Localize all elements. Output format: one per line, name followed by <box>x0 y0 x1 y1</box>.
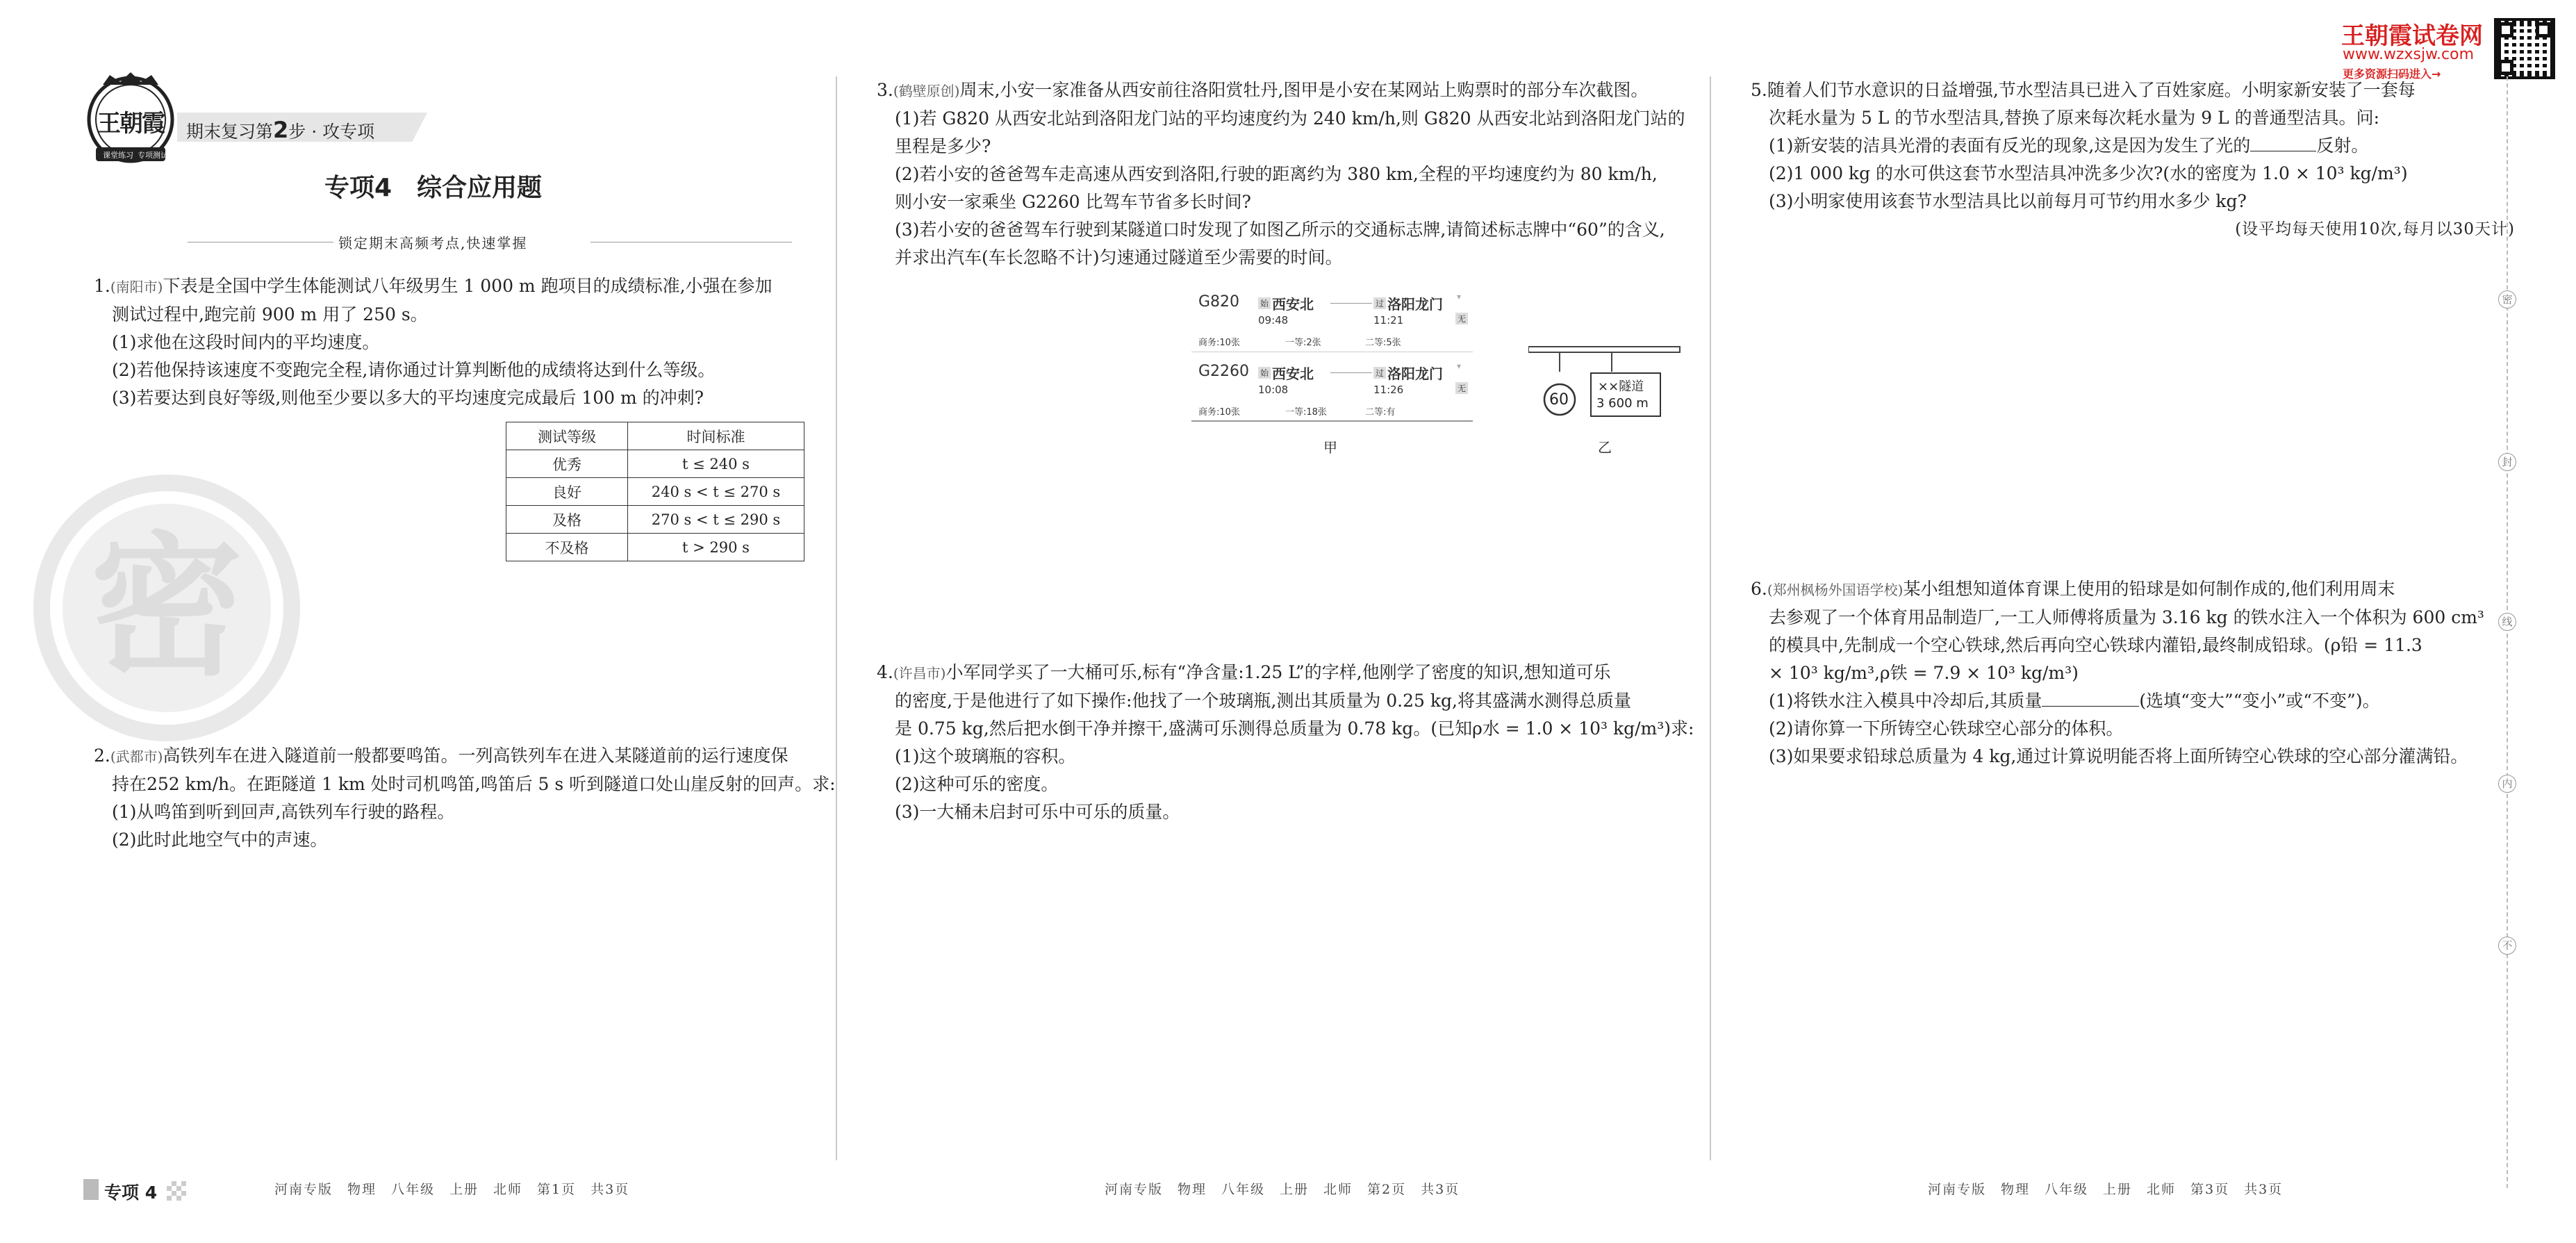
question-4-sub-3: (3)一大桶未启封可乐中可乐的质量。 <box>895 802 1180 822</box>
question-3-sub-1b: 里程是多少? <box>895 136 991 156</box>
from-station: 西安北 <box>1272 296 1314 313</box>
from-station: 西安北 <box>1272 365 1314 382</box>
no-seat-tag: 无 <box>1455 382 1468 394</box>
question-6-line-1: 6.(郑州枫杨外国语学校)某小组想知道体育课上使用的铅球是如何制作成的,他们利用周末 <box>1751 579 2395 599</box>
question-6-sub-1: (1)将铁水注入模具中冷却后,其质量 (选填“变大”“变小”或“不变”)。 <box>1751 687 2515 715</box>
table-cell: 不及格 <box>506 534 628 561</box>
page-2 <box>834 0 1702 1243</box>
footer-page-1: 河南专版 物理 八年级 上册 北师 第1页 共3页 <box>274 1182 630 1197</box>
qr-code-icon <box>2494 18 2555 79</box>
route-line <box>1330 372 1372 373</box>
table-row <box>506 450 804 478</box>
site-name: 王朝霞试卷网 <box>2341 22 2483 50</box>
chevron-down-icon: ▾ <box>1457 361 1462 371</box>
table-header-cell: 测试等级 <box>506 422 628 450</box>
question-5-sub-1: (1)新安装的洁具光滑的表面有反光的现象,这是因为发生了光的 反射。 <box>1751 132 2515 160</box>
footer-page-2: 河南专版 物理 八年级 上册 北师 第2页 共3页 <box>1105 1182 1460 1197</box>
question-2-sub-2: (2)此时此地空气中的声速。 <box>112 830 328 850</box>
arr-time: 11:21 <box>1373 314 1404 327</box>
logo-tag-2: 专项测试 <box>138 151 168 160</box>
to-station: 洛阳龙门 <box>1387 365 1443 382</box>
brand-logo-text: 王朝霞 <box>97 110 164 138</box>
question-2-line-2: 持在252 km/h。在距隧道 1 km 处时司机鸣笛,鸣笛后 5 s 听到隧道口处山崖反射的回声。求: <box>112 774 836 794</box>
footer-page-3: 河南专版 物理 八年级 上册 北师 第3页 共3页 <box>1928 1182 2284 1197</box>
seat-info: 二等:5张 <box>1365 338 1401 348</box>
table-row <box>506 534 804 561</box>
question-1-line-1: 1.(南阳市)下表是全国中学生体能测试八年级男生 1 000 m 跑项目的成绩标准,小强在参加 <box>94 276 773 296</box>
question-2 <box>94 742 836 854</box>
footer-tag-bar <box>83 1179 99 1200</box>
train-code: G820 <box>1198 293 1240 311</box>
answer-blank[interactable] <box>2250 133 2316 151</box>
to-tag: 过 <box>1373 367 1386 379</box>
question-4-line-2: 的密度,于是他进行了如下操作:他找了一个玻璃瓶,测出其质量为 0.25 kg,将其盛满水测得总质量 <box>895 691 1631 711</box>
question-4-sub-2: (2)这种可乐的密度。 <box>895 774 1059 794</box>
ticket-figure <box>1191 286 1473 425</box>
question-1-line-2: 测试过程中,跑完前 900 m 用了 250 s。 <box>112 304 428 324</box>
question-3-sub-2a: (2)若小安的爸爸驾车走高速从西安到洛阳,行驶的距离约为 380 km,全程的平均速度约为 80 km/h, <box>895 164 1658 184</box>
answer-blank[interactable] <box>2042 689 2139 707</box>
binding-mark: 密 <box>2498 290 2516 308</box>
question-2-line-1: 2.(武都市)高铁列车在进入隧道前一般都要鸣笛。一列高铁列车在进入某隧道前的运行速度保 <box>94 746 789 766</box>
no-seat-tag: 无 <box>1455 313 1468 324</box>
binding-line <box>2507 76 2508 1188</box>
tunnel-length: 3 600 m <box>1596 396 1649 411</box>
table-cell: t > 290 s <box>628 534 804 561</box>
binding-mark: 不 <box>2498 937 2516 955</box>
site-tip: 更多资源扫码进入→ <box>2343 67 2441 81</box>
question-6-line-3: 的模具中,先制成一个空心铁球,然后再向空心铁球内灌铅,最终制成铅球。(ρ铅 = 11.3 <box>1769 635 2422 655</box>
dep-time: 10:08 <box>1258 384 1289 396</box>
question-6 <box>1751 575 2515 771</box>
from-tag: 始 <box>1258 297 1271 309</box>
question-6-sub-3: (3)如果要求铅球总质量为 4 kg,通过计算说明能否将上面所铸空心铁球的空心部分灌满铅。 <box>1769 746 2468 766</box>
logo-tag-1: 课堂练习 <box>103 151 133 160</box>
grading-table <box>506 422 804 561</box>
question-1-sub-1: (1)求他在这段时间内的平均速度。 <box>112 332 380 352</box>
table-cell: 及格 <box>506 506 628 534</box>
chevron-down-icon: ▾ <box>1457 292 1462 302</box>
question-4-line-3: 是 0.75 kg,然后把水倒干净并擦干,盛满可乐测得总质量为 0.78 kg。(已知ρ水 = 1.0 × 10³ kg/m³)求: <box>895 718 1694 739</box>
seat-info: 一等:18张 <box>1285 407 1327 418</box>
question-3 <box>877 76 1690 272</box>
tunnel-name: ××隧道 <box>1598 379 1644 394</box>
question-1 <box>94 272 823 412</box>
figure-caption-b: 乙 <box>1598 439 1612 456</box>
question-5-line-2: 次耗水量为 5 L 的节水型洁具,替换了原来每次耗水量为 9 L 的普通型洁具。问: <box>1769 108 2380 128</box>
question-1-sub-2: (2)若他保持该速度不变跑完全程,请你通过计算判断他的成绩将达到什么等级。 <box>112 360 716 380</box>
table-header-cell: 时间标准 <box>628 422 804 450</box>
dep-time: 09:48 <box>1258 314 1289 327</box>
question-2-sub-1: (1)从鸣笛到听到回声,高铁列车行驶的路程。 <box>112 802 455 822</box>
question-4-sub-1: (1)这个玻璃瓶的容积。 <box>895 746 1076 766</box>
page-3 <box>1702 0 2576 1243</box>
to-station: 洛阳龙门 <box>1387 296 1443 313</box>
secret-seal-watermark <box>31 472 302 743</box>
question-6-sub-2: (2)请你算一下所铸空心铁球空心部分的体积。 <box>1769 718 2124 739</box>
section-badge-text: 期末复习第2步 · 攻专项 <box>186 117 375 143</box>
site-url: www.wzxsjw.com <box>2343 46 2475 63</box>
table-row <box>506 506 804 534</box>
table-cell: 优秀 <box>506 450 628 478</box>
table-cell: 240 s < t ≤ 270 s <box>628 478 804 506</box>
question-1-sub-3: (3)若要达到良好等级,则他至少要以多大的平均速度完成最后 100 m 的冲刺? <box>112 388 704 408</box>
seat-info: 二等:有 <box>1365 407 1396 418</box>
from-tag: 始 <box>1258 367 1271 379</box>
binding-mark: 封 <box>2498 453 2516 471</box>
table-cell: 良好 <box>506 478 628 506</box>
footer-tag: 专项 4 <box>104 1183 158 1203</box>
table-row <box>506 478 804 506</box>
arr-time: 11:26 <box>1373 384 1404 396</box>
page-title: 专项4 综合应用题 <box>324 174 543 202</box>
footer-checker <box>167 1181 186 1201</box>
table-cell: 270 s < t ≤ 290 s <box>628 506 804 534</box>
binding-mark: 内 <box>2498 775 2516 793</box>
binding-mark: 线 <box>2498 613 2516 631</box>
question-5-note: (设平均每天使用10次,每月以30天计) <box>2235 220 2515 238</box>
seat-info: 商务:10张 <box>1198 338 1240 348</box>
question-3-sub-3a: (3)若小安的爸爸驾车行驶到某隧道口时发现了如图乙所示的交通标志牌,请简述标志牌中“60”的含义, <box>895 220 1665 240</box>
question-4-line-1: 4.(许昌市)小军同学买了一大桶可乐,标有“净含量:1.25 L”的字样,他刚学了密度的知识,想知道可乐 <box>877 662 1611 682</box>
page-1 <box>0 0 834 1243</box>
train-code: G2260 <box>1198 363 1250 380</box>
seat-info: 商务:10张 <box>1198 407 1240 418</box>
speed-limit-text: 60 <box>1549 391 1569 409</box>
route-line <box>1330 303 1372 304</box>
page-subtitle: 锁定期末高频考点,快速掌握 <box>338 235 528 252</box>
question-6-line-4: × 10³ kg/m³,ρ铁 = 7.9 × 10³ kg/m³) <box>1769 663 2079 683</box>
seal-char: 密 <box>90 518 244 696</box>
question-5-sub-2: (2)1 000 kg 的水可供这套节水型洁具冲洗多少次?(水的密度为 1.0 × 10³ kg/m³) <box>1769 163 2408 183</box>
ticket-row <box>1191 356 1473 422</box>
question-6-line-2: 去参观了一个体育用品制造厂,一工人师傅将质量为 3.16 kg 的铁水注入一个体积为 600 cm³ <box>1769 607 2484 627</box>
question-5-line-1: 5.随着人们节水意识的日益增强,节水型洁具已进入了百姓家庭。小明家新安装了一套每 <box>1751 80 2416 100</box>
question-5 <box>1751 76 2515 243</box>
question-5-sub-3: (3)小明家使用该套节水型洁具比以前每月可节约用水多少 kg? <box>1769 191 2247 211</box>
question-3-sub-2b: 则小安一家乘坐 G2260 比驾车节省多长时间? <box>895 192 1251 212</box>
ticket-row <box>1191 286 1473 352</box>
question-3-sub-3b: 并求出汽车(车长忽略不计)匀速通过隧道至少需要的时间。 <box>895 247 1343 267</box>
table-header-row <box>506 422 804 450</box>
question-3-sub-1a: (1)若 G820 从西安北站到洛阳龙门站的平均速度约为 240 km/h,则 G820 从西安北站到洛阳龙门站的 <box>895 108 1685 129</box>
question-3-line-1: 3.(鹤壁原创)周末,小安一家准备从西安前往洛阳赏牡丹,图甲是小安在某网站上购票时的部分车次截图。 <box>877 80 1649 100</box>
seat-info: 一等:2张 <box>1285 338 1321 348</box>
figure-caption-a: 甲 <box>1323 439 1337 456</box>
question-4 <box>877 659 1694 826</box>
to-tag: 过 <box>1373 297 1386 309</box>
table-cell: t ≤ 240 s <box>628 450 804 478</box>
